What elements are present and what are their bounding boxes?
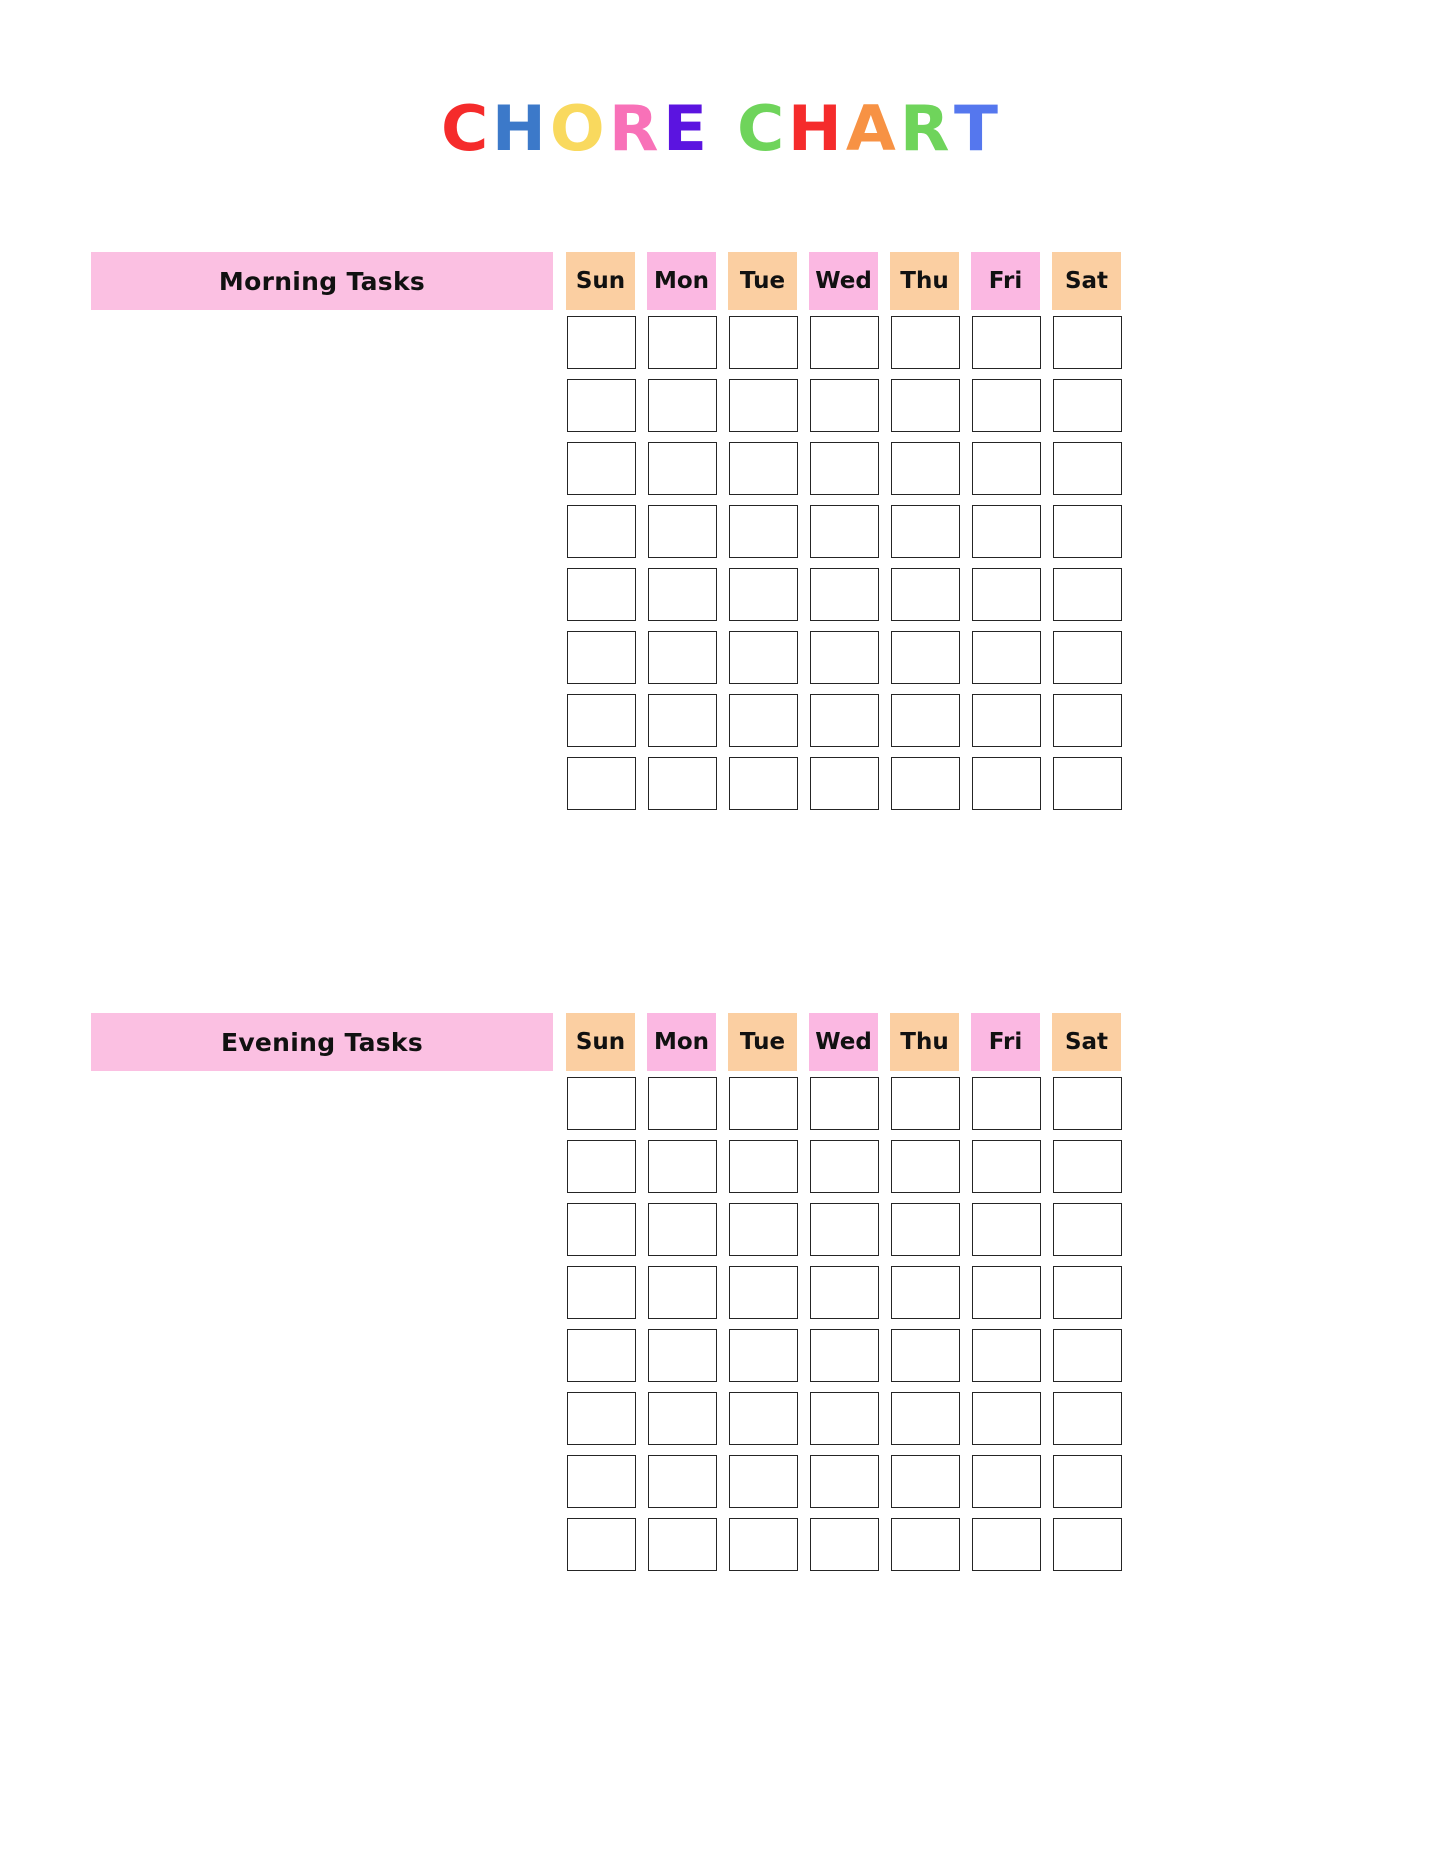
checkbox-cell-fri-5[interactable] (972, 1329, 1041, 1382)
table-row (567, 1203, 1122, 1256)
checkbox-cell-thu-8[interactable] (891, 757, 960, 810)
checkbox-cell-mon-1[interactable] (648, 316, 717, 369)
checkbox-cell-sat-2[interactable] (1053, 1140, 1122, 1193)
checkbox-cell-fri-7[interactable] (972, 694, 1041, 747)
checkbox-cell-wed-7[interactable] (810, 694, 879, 747)
checkbox-cell-wed-1[interactable] (810, 316, 879, 369)
checkbox-cell-sun-1[interactable] (567, 316, 636, 369)
table-row (567, 1140, 1122, 1193)
day-header-thu: Thu (890, 252, 959, 310)
checkbox-cell-tue-2[interactable] (729, 379, 798, 432)
checkbox-cell-wed-3[interactable] (810, 442, 879, 495)
checkbox-cell-fri-2[interactable] (972, 379, 1041, 432)
checkbox-cell-sun-8[interactable] (567, 757, 636, 810)
checkbox-cell-sat-1[interactable] (1053, 1077, 1122, 1130)
checkbox-cell-sun-2[interactable] (567, 1140, 636, 1193)
checkbox-cell-thu-1[interactable] (891, 316, 960, 369)
table-row (567, 316, 1122, 369)
checkbox-cell-sun-6[interactable] (567, 1392, 636, 1445)
title-letter-r-9: R (900, 92, 957, 165)
checkbox-cell-sun-7[interactable] (567, 1455, 636, 1508)
checkbox-cell-wed-2[interactable] (810, 379, 879, 432)
title-letter-h-7: H (788, 92, 849, 165)
checkbox-cell-thu-2[interactable] (891, 1140, 960, 1193)
checkbox-cell-sat-8[interactable] (1053, 757, 1122, 810)
section-header-row (91, 252, 1121, 310)
checkbox-cell-sat-7[interactable] (1053, 694, 1122, 747)
checkbox-cell-mon-3[interactable] (648, 1203, 717, 1256)
checkbox-cell-mon-5[interactable] (648, 568, 717, 621)
evening-tasks-label: Evening Tasks (91, 1013, 553, 1071)
checkbox-cell-sun-4[interactable] (567, 1266, 636, 1319)
checkbox-cell-mon-8[interactable] (648, 757, 717, 810)
checkbox-cell-wed-1[interactable] (810, 1077, 879, 1130)
section-header-row (91, 1013, 1121, 1071)
morning-tasks-grid (567, 316, 1122, 810)
checkbox-cell-sun-3[interactable] (567, 442, 636, 495)
checkbox-cell-tue-3[interactable] (729, 1203, 798, 1256)
table-row (567, 1329, 1122, 1382)
table-row (567, 442, 1122, 495)
checkbox-cell-sun-5[interactable] (567, 1329, 636, 1382)
day-header-group (566, 252, 1121, 310)
day-header-sat: Sat (1052, 252, 1121, 310)
checkbox-cell-mon-3[interactable] (648, 442, 717, 495)
checkbox-cell-thu-5[interactable] (891, 1329, 960, 1382)
checkbox-cell-sat-2[interactable] (1053, 379, 1122, 432)
table-row (567, 1455, 1122, 1508)
day-header-tue: Tue (728, 1013, 797, 1071)
checkbox-cell-fri-3[interactable] (972, 1203, 1041, 1256)
checkbox-cell-sat-6[interactable] (1053, 1392, 1122, 1445)
checkbox-cell-tue-8[interactable] (729, 757, 798, 810)
checkbox-cell-thu-7[interactable] (891, 694, 960, 747)
checkbox-cell-tue-4[interactable] (729, 1266, 798, 1319)
checkbox-cell-wed-4[interactable] (810, 1266, 879, 1319)
checkbox-cell-sat-1[interactable] (1053, 316, 1122, 369)
title-letter-r-3: R (608, 92, 665, 165)
checkbox-cell-sat-6[interactable] (1053, 631, 1122, 684)
checkbox-cell-thu-7[interactable] (891, 1455, 960, 1508)
checkbox-cell-sun-5[interactable] (567, 568, 636, 621)
title-letter-h-1: H (492, 92, 553, 165)
checkbox-cell-wed-2[interactable] (810, 1140, 879, 1193)
checkbox-cell-wed-4[interactable] (810, 505, 879, 558)
day-header-wed: Wed (809, 1013, 878, 1071)
checkbox-cell-sun-6[interactable] (567, 631, 636, 684)
table-row (567, 757, 1122, 810)
day-header-fri: Fri (971, 252, 1040, 310)
checkbox-cell-tue-5[interactable] (729, 568, 798, 621)
checkbox-cell-thu-4[interactable] (891, 505, 960, 558)
checkbox-cell-tue-4[interactable] (729, 505, 798, 558)
title-letter-o-2: O (549, 92, 611, 165)
checkbox-cell-thu-3[interactable] (891, 1203, 960, 1256)
checkbox-cell-thu-3[interactable] (891, 442, 960, 495)
table-row (567, 1392, 1122, 1445)
day-header-fri: Fri (971, 1013, 1040, 1071)
checkbox-cell-fri-4[interactable] (972, 1266, 1041, 1319)
checkbox-cell-mon-4[interactable] (648, 505, 717, 558)
checkbox-cell-fri-6[interactable] (972, 631, 1041, 684)
checkbox-cell-mon-4[interactable] (648, 1266, 717, 1319)
checkbox-cell-mon-6[interactable] (648, 631, 717, 684)
checkbox-cell-tue-3[interactable] (729, 442, 798, 495)
checkbox-cell-sat-7[interactable] (1053, 1455, 1122, 1508)
checkbox-cell-thu-5[interactable] (891, 568, 960, 621)
checkbox-cell-fri-1[interactable] (972, 316, 1041, 369)
checkbox-cell-sat-5[interactable] (1053, 1329, 1122, 1382)
checkbox-cell-mon-6[interactable] (648, 1392, 717, 1445)
day-header-sun: Sun (566, 1013, 635, 1071)
checkbox-cell-mon-1[interactable] (648, 1077, 717, 1130)
table-row (567, 568, 1122, 621)
checkbox-cell-sat-4[interactable] (1053, 505, 1122, 558)
table-row (567, 1266, 1122, 1319)
checkbox-cell-tue-7[interactable] (729, 1455, 798, 1508)
checkbox-cell-sat-5[interactable] (1053, 568, 1122, 621)
checkbox-cell-wed-6[interactable] (810, 1392, 879, 1445)
day-header-wed: Wed (809, 252, 878, 310)
checkbox-cell-fri-7[interactable] (972, 1455, 1041, 1508)
table-row (567, 1077, 1122, 1130)
day-header-group (566, 1013, 1121, 1071)
title-letter-c-6: C (736, 92, 791, 165)
section-evening-tasks (91, 1013, 1121, 1071)
checkbox-cell-sun-1[interactable] (567, 1077, 636, 1130)
checkbox-cell-wed-3[interactable] (810, 1203, 879, 1256)
table-row (567, 694, 1122, 747)
checkbox-cell-thu-6[interactable] (891, 1392, 960, 1445)
checkbox-cell-tue-6[interactable] (729, 631, 798, 684)
title-letter-e-4: E (662, 92, 713, 165)
evening-tasks-grid (567, 1077, 1122, 1571)
checkbox-cell-tue-7[interactable] (729, 694, 798, 747)
checkbox-cell-fri-8[interactable] (972, 1518, 1041, 1571)
checkbox-cell-thu-8[interactable] (891, 1518, 960, 1571)
title-letter-t-10: T (954, 92, 1005, 165)
checkbox-cell-wed-8[interactable] (810, 1518, 879, 1571)
checkbox-cell-mon-7[interactable] (648, 1455, 717, 1508)
checkbox-cell-sat-8[interactable] (1053, 1518, 1122, 1571)
checkbox-cell-fri-5[interactable] (972, 568, 1041, 621)
checkbox-cell-mon-2[interactable] (648, 379, 717, 432)
checkbox-cell-fri-8[interactable] (972, 757, 1041, 810)
checkbox-cell-thu-1[interactable] (891, 1077, 960, 1130)
checkbox-cell-thu-4[interactable] (891, 1266, 960, 1319)
checkbox-cell-sat-3[interactable] (1053, 1203, 1122, 1256)
checkbox-cell-sat-4[interactable] (1053, 1266, 1122, 1319)
checkbox-cell-mon-2[interactable] (648, 1140, 717, 1193)
section-morning-tasks (91, 252, 1121, 310)
day-header-sat: Sat (1052, 1013, 1121, 1071)
checkbox-cell-mon-8[interactable] (648, 1518, 717, 1571)
checkbox-cell-sun-8[interactable] (567, 1518, 636, 1571)
checkbox-cell-fri-3[interactable] (972, 442, 1041, 495)
day-header-mon: Mon (647, 252, 716, 310)
day-header-mon: Mon (647, 1013, 716, 1071)
day-header-sun: Sun (566, 252, 635, 310)
table-row (567, 1518, 1122, 1571)
checkbox-cell-sun-7[interactable] (567, 694, 636, 747)
checkbox-cell-sun-4[interactable] (567, 505, 636, 558)
title-letter-a-8: A (846, 92, 903, 165)
title-space (711, 96, 738, 162)
table-row (567, 379, 1122, 432)
checkbox-cell-tue-8[interactable] (729, 1518, 798, 1571)
checkbox-cell-tue-2[interactable] (729, 1140, 798, 1193)
checkbox-cell-fri-4[interactable] (972, 505, 1041, 558)
checkbox-cell-sat-3[interactable] (1053, 442, 1122, 495)
checkbox-cell-wed-5[interactable] (810, 1329, 879, 1382)
page-title (0, 92, 1445, 165)
checkbox-cell-fri-6[interactable] (972, 1392, 1041, 1445)
checkbox-cell-wed-8[interactable] (810, 757, 879, 810)
checkbox-cell-fri-2[interactable] (972, 1140, 1041, 1193)
checkbox-cell-mon-5[interactable] (648, 1329, 717, 1382)
table-row (567, 505, 1122, 558)
checkbox-cell-fri-1[interactable] (972, 1077, 1041, 1130)
checkbox-cell-thu-2[interactable] (891, 379, 960, 432)
checkbox-cell-tue-1[interactable] (729, 1077, 798, 1130)
checkbox-cell-sun-2[interactable] (567, 379, 636, 432)
checkbox-cell-tue-1[interactable] (729, 316, 798, 369)
title-letter-c-0: C (440, 92, 495, 165)
day-header-thu: Thu (890, 1013, 959, 1071)
day-header-tue: Tue (728, 252, 797, 310)
morning-tasks-label: Morning Tasks (91, 252, 553, 310)
checkbox-cell-mon-7[interactable] (648, 694, 717, 747)
checkbox-cell-tue-5[interactable] (729, 1329, 798, 1382)
checkbox-cell-tue-6[interactable] (729, 1392, 798, 1445)
checkbox-cell-wed-7[interactable] (810, 1455, 879, 1508)
checkbox-cell-wed-6[interactable] (810, 631, 879, 684)
checkbox-cell-sun-3[interactable] (567, 1203, 636, 1256)
checkbox-cell-thu-6[interactable] (891, 631, 960, 684)
table-row (567, 631, 1122, 684)
checkbox-cell-wed-5[interactable] (810, 568, 879, 621)
